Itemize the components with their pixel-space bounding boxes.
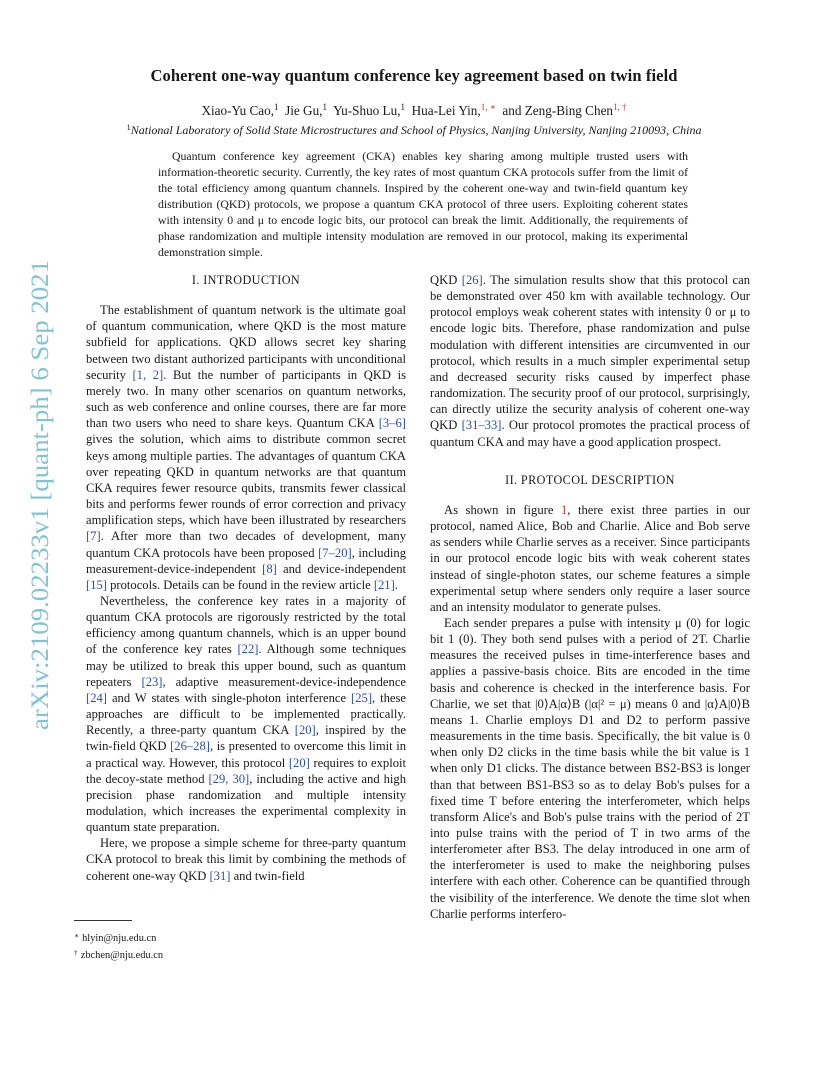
author: and Zeng-Bing Chen$^{1, \dagger}$	[502, 102, 627, 118]
citation-link[interactable]: [15]	[86, 577, 107, 592]
intro-paragraph-1: The establishment of quantum network is the ultimate goal of quantum communication, where QKD is the most mature subfield for applications. QKD allows secret key sharing between two distant authorized participants with unconditional security [1, 2]. But the number of participants in QKD is merely two. In many other scenarios on quantum networks, such as web conference and online courses, there are far more than two users who need to share keys. Quantum CKA [3–6] gives the solution, which aims to distribute common secret keys among multiple parties. The advantages of quantum CKA over repeating QKD in quantum networks are that quantum CKA requires fewer resource qubits, transmits fewer classical bits and performs fewer rounds of error correction and privacy amplification steps, which have been illustrated by researchers [7]. After more than two decades of development, many quantum CKA protocols have been proposed [7–20], including measurement-device-independent [8] and device-independent [15] protocols. Details can be found in the review article [21].	[86, 303, 407, 592]
citation-link[interactable]: [26]	[461, 273, 483, 287]
footnote-email-2: † zbchen@nju.edu.cn	[74, 948, 164, 961]
citation-link[interactable]: [25]	[351, 690, 373, 705]
citation-link[interactable]: [7–20]	[318, 545, 352, 560]
citation-link[interactable]: [31]	[209, 868, 231, 883]
paper-title: Coherent one-way quantum conference key agreement based on twin field	[150, 66, 678, 85]
protocol-paragraph-1: As shown in figure 1, there exist three parties in our protocol, named Alice, Bob and Charlie. Alice and Bob serve as senders while Charlie serves as a receiver. Since participants in our protocol encode logic bits with weak coherent states instead of single-photon states, our scheme features a simple experimental setup where senders only require a laser source and an intensity modulator to generate pulses.	[430, 502, 750, 614]
affiliation: $^1$National Laboratory of Solid State Microstructures and School of Physics, Nanjing University, Nanjing 210093, China	[126, 122, 702, 137]
citation-link[interactable]: [21]	[373, 577, 395, 592]
abstract: Quantum conference key agreement (CKA) enables key sharing among multiple trusted users with information-theoretic security. Currently, the key rates of most quantum CKA protocols suffer from the limit of the total efficiency among quantum channels. Inspired by the coherent one-way and twin-field quantum key distribution (QKD) protocols, we propose a quantum CKA protocol of three users. Exploiting coherent states with intensity 0 and μ to encode logic bits, our protocol can break the limit. Additionally, the requirements of phase randomization and multiple intensity modulation are removed in our protocol, making its experimental demonstration simple.	[158, 149, 688, 259]
section-heading-introduction: I. INTRODUCTION	[191, 273, 301, 287]
protocol-paragraph-2: Each sender prepares a pulse with intensity μ (0) for logic bit 1 (0). They both send pulses with a period of 2T. Charlie measures the received pulses in time-interference bases and applies a passive-basis choice. Bits are encoded in the time basis and coherence is checked in the interference basis. For Charlie, we set that |0⟩A|α⟩B (|α|² = μ) means 0 and |α⟩A|0⟩B means 1. Charlie employs D1 and D2 to perform passive measurements in the time basis. Specifically, the bit value is 0 when only D2 clicks in the time basis while the bit value is 1 when only D1 clicks. The distance between BS2-BS3 is longer than that between BS1-BS3 so as to delay Bob's pulses for a fixed time T before entering the interferometer, which helps transform Alice's and Bob's pulse trains with the period of 2T into pulse trains with the period of T in two arms of the interferometer after BS3. The delay introduced in one arm of the interferometer is used to make the neighboring pulses interfere with each other. Coherence can be quantified through the visibility of the interference. We denote the time slot when Charlie performs interfero-	[430, 615, 750, 921]
figure-link[interactable]: 1	[560, 502, 568, 517]
intro-paragraph-3-continued: QKD [26]. The simulation results show that this protocol can be demonstrated over 450 km with available technology. Our protocol employs weak coherent states with intensity 0 or μ to encode logic bits. Therefore, phase randomization and pulse modulation with different intensities are circumvented in our protocol, which results in a much simpler experimental setup and decreased security risks caused by imperfect phase randomization. The security proof of our protocol, surprisingly, can directly utilize the security analysis of coherent one-way QKD [31–33]. Our protocol promotes the practical process of quantum CKA and may have a good application prospect.	[430, 273, 751, 449]
footnotes	[74, 920, 274, 963]
citation-link[interactable]: [23]	[141, 674, 163, 689]
citation-link[interactable]: [24]	[86, 690, 107, 705]
citation-link[interactable]: [1, 2]	[132, 367, 164, 382]
arxiv-stamp	[10, 258, 60, 738]
author: Yu-Shuo Lu,$^1$	[333, 102, 405, 118]
citation-link[interactable]: [8]	[262, 561, 277, 576]
citation-link[interactable]: [26–28]	[170, 739, 210, 754]
citation-link[interactable]: [29, 30]	[208, 771, 250, 786]
right-column	[430, 272, 750, 922]
arxiv-stamp-text: arXiv:2109.02233v1 [quant-ph] 6 Sep 2021	[27, 291, 54, 730]
citation-link[interactable]: [22]	[237, 642, 259, 657]
left-column	[86, 272, 406, 884]
author-list	[0, 102, 828, 119]
intro-paragraph-3: Here, we propose a simple scheme for three-party quantum CKA protocol to break this limit by combining the methods of coherent one-way QKD [31] and twin-field	[86, 836, 406, 883]
citation-link[interactable]: [20]	[288, 755, 310, 770]
citation-link[interactable]: [3–6]	[378, 416, 406, 431]
citation-link[interactable]: [31–33]	[461, 418, 502, 433]
author: Hua-Lei Yin,$^{1, ∗}$	[411, 102, 496, 118]
author: Xiao-Yu Cao,$^1$	[201, 102, 279, 118]
author: Jie Gu,$^1$	[285, 102, 327, 118]
intro-paragraph-2: Nevertheless, the conference key rates in a majority of quantum CKA protocols are rigorously restricted by the total efficiency among quantum channels, which is an upper bound of the conference key rates [22]. Although some techniques may be utilized to break this upper bound, such as quantum repeaters [23], adaptive measurement-device-independence [24] and W states with single-photon interference [25], these approaches are difficult to be implemented practically. Recently, a three-party quantum CKA [20], inspired by the twin-field QKD [26–28], is presented to overcome this limit in a practical way. However, this protocol [20] requires to exploit the decoy-state method [29, 30], including the active and high precision phase randomization and multiple intensity modulation, which increases the experimental complexity in quantum state preparation.	[86, 593, 407, 835]
section-heading-protocol: II. PROTOCOL DESCRIPTION	[505, 472, 675, 487]
footnote-email-1: ∗ hlyin@nju.edu.cn	[74, 931, 157, 944]
citation-link[interactable]: [20]	[294, 723, 316, 738]
footnote-rule	[74, 920, 132, 921]
citation-link[interactable]: [7]	[86, 529, 101, 544]
